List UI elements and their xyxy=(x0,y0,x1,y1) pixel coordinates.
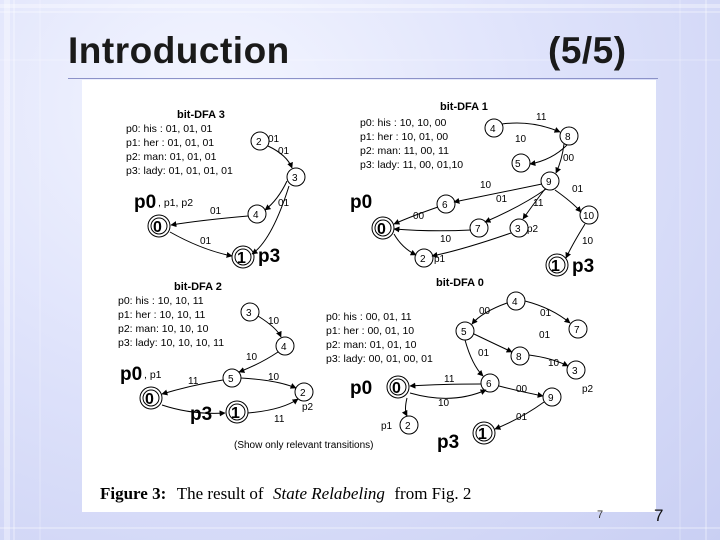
dfa2-end-label: p3 xyxy=(190,404,213,425)
dfa0-start-label: p0 xyxy=(350,378,373,399)
caption-label: Figure 3: xyxy=(100,484,167,503)
dfa1-state-1: 1 xyxy=(551,258,560,275)
dfa1-edge-4: 01 xyxy=(572,184,584,195)
dfa3-line-1: p1: her : 01, 01, 01 xyxy=(126,137,215,149)
dfa1-edge-2: 00 xyxy=(563,153,575,164)
dfa3-edge-3: 01 xyxy=(200,236,212,247)
dfa2-note: (Show only relevant transitions) xyxy=(234,440,374,451)
dfa1-edge-3: 10 xyxy=(480,180,492,191)
page-number-small: 7 xyxy=(597,509,604,521)
dfa3-end-label: p3 xyxy=(258,246,281,267)
dfa3-state-1: 1 xyxy=(237,250,246,267)
dfa2-line-3: p3: lady: 10, 10, 10, 11 xyxy=(118,337,225,349)
dfa3-line-0: p0: his : 01, 01, 01 xyxy=(126,123,213,135)
dfa1-edge-9: 10 xyxy=(440,234,452,245)
dfa1-state-0: 0 xyxy=(377,221,386,238)
dfa3-line-2: p2: man: 01, 01, 01 xyxy=(126,151,217,163)
dfa1-line-3: p3: lady: 11, 00, 01,10 xyxy=(360,159,464,171)
dfa0-line-0: p0: his : 00, 01, 11 xyxy=(326,311,412,323)
dfa1-state-2: 2 xyxy=(420,254,426,265)
dfa2-edge-5: 11 xyxy=(274,414,285,425)
figure-caption xyxy=(100,484,471,503)
dfa0-line-1: p1: her : 00, 01, 10 xyxy=(326,325,415,337)
dfa0-line-3: p3: lady: 00, 01, 00, 01 xyxy=(326,353,433,365)
dfa0-state-1: 1 xyxy=(478,426,487,443)
dfa1-state-8: 8 xyxy=(565,132,571,143)
dfa3-edge-2: 01 xyxy=(210,206,222,217)
dfa2-edge-2: 11 xyxy=(188,376,199,387)
dfa2-start-suffix: , p1 xyxy=(144,369,162,381)
dfa2-state-5: 5 xyxy=(228,374,234,385)
dfa1-state-4: 4 xyxy=(490,124,496,135)
state-relabeling-diagram xyxy=(82,80,656,512)
caption-italic: State Relabeling xyxy=(273,484,385,503)
dfa0-edge-2: 01 xyxy=(539,330,551,341)
dfa2-line-0: p0: his : 10, 10, 11 xyxy=(118,295,204,307)
bit-dfa-1 xyxy=(350,101,598,277)
dfa1-state-9: 9 xyxy=(546,177,552,188)
dfa1-edge-1: 10 xyxy=(515,134,527,145)
dfa0-edge-7: 10 xyxy=(438,398,450,409)
figure-panel xyxy=(82,80,656,512)
title-underline xyxy=(68,78,658,79)
dfa3-edge-4: 01 xyxy=(268,134,280,145)
dfa0-edge-3: 01 xyxy=(478,348,490,359)
dfa1-tag-p2: p2 xyxy=(527,224,539,235)
dfa2-edge-0: 10 xyxy=(268,316,280,327)
dfa0-edge-8: 01 xyxy=(516,412,528,423)
dfa0-state-6: 6 xyxy=(486,379,492,390)
dfa3-state-4: 4 xyxy=(253,210,259,221)
dfa0-state-2: 2 xyxy=(405,421,411,432)
dfa0-title: bit-DFA 0 xyxy=(436,277,484,289)
dfa1-line-0: p0: his : 10, 10, 00 xyxy=(360,117,447,129)
dfa1-edge-6: 11 xyxy=(533,198,544,209)
dfa1-end-label: p3 xyxy=(572,256,595,277)
dfa3-state-2: 2 xyxy=(256,137,262,148)
dfa1-state-10: 10 xyxy=(583,211,595,222)
dfa1-state-3: 3 xyxy=(515,224,521,235)
dfa1-edge-11: 10 xyxy=(582,236,594,247)
dfa2-title: bit-DFA 2 xyxy=(174,281,222,293)
dfa0-line-2: p2: man: 01, 01, 10 xyxy=(326,339,417,351)
dfa3-line-3: p3: lady: 01, 01, 01, 01 xyxy=(126,165,233,177)
dfa3-title: bit-DFA 3 xyxy=(177,109,225,121)
dfa0-state-8: 8 xyxy=(516,352,522,363)
dfa1-tag-p1: p1 xyxy=(434,254,446,265)
svg-text:Figure 3: The result of xyxy=(100,484,471,503)
dfa1-edge-5: 01 xyxy=(496,194,508,205)
dfa0-state-7: 7 xyxy=(574,325,580,336)
dfa2-edge-3: 10 xyxy=(268,372,280,383)
caption-pre: The result of xyxy=(176,484,264,503)
dfa1-state-6: 6 xyxy=(442,200,448,211)
dfa3-state-0: 0 xyxy=(153,219,162,236)
dfa1-line-1: p1: her : 10, 01, 00 xyxy=(360,131,449,143)
dfa0-state-3: 3 xyxy=(572,366,578,377)
dfa3-start-suffix: , p1, p2 xyxy=(158,197,194,209)
bit-dfa-3 xyxy=(126,109,305,268)
dfa3-edge-0: 01 xyxy=(278,146,290,157)
dfa0-edge-0: 00 xyxy=(479,306,491,317)
caption-post: from Fig. 2 xyxy=(394,484,472,503)
dfa2-edge-1: 10 xyxy=(246,352,258,363)
dfa1-edge-0: 11 xyxy=(536,112,547,123)
page-number: 7 xyxy=(654,506,664,525)
dfa3-start-label: p0 xyxy=(134,192,157,213)
dfa2-state-0: 0 xyxy=(145,391,154,408)
dfa3-state-3: 3 xyxy=(292,173,298,184)
dfa0-end-label: p3 xyxy=(437,432,460,453)
dfa0-state-5: 5 xyxy=(461,327,467,338)
dfa0-edge-4: 10 xyxy=(548,358,560,369)
dfa0-state-0: 0 xyxy=(392,380,401,397)
dfa2-state-2: 2 xyxy=(300,388,306,399)
dfa2-state-1: 1 xyxy=(231,405,240,422)
dfa2-line-2: p2: man: 10, 10, 10 xyxy=(118,323,209,335)
slide-title-part-number: (5/5) xyxy=(548,30,627,71)
slide-title: Introduction xyxy=(68,30,290,71)
dfa1-state-7: 7 xyxy=(475,224,481,235)
dfa1-start-label: p0 xyxy=(350,192,373,213)
bit-dfa-0 xyxy=(326,277,594,453)
dfa0-state-4: 4 xyxy=(512,297,518,308)
dfa0-state-9: 9 xyxy=(548,393,554,404)
dfa1-state-5: 5 xyxy=(515,159,521,170)
dfa1-edge-8: 00 xyxy=(413,211,425,222)
dfa2-start-label: p0 xyxy=(120,364,143,385)
dfa0-tag-p1: p1 xyxy=(381,421,393,432)
dfa0-tag-p2: p2 xyxy=(582,384,594,395)
dfa0-edge-1: 01 xyxy=(540,308,552,319)
dfa2-state-3: 3 xyxy=(246,308,252,319)
bit-dfa-2 xyxy=(118,281,374,451)
dfa3-edge-1: 01 xyxy=(278,198,290,209)
dfa2-line-1: p1: her : 10, 10, 11 xyxy=(118,309,206,321)
dfa2-state-4: 4 xyxy=(281,342,287,353)
dfa0-edge-6: 00 xyxy=(516,384,528,395)
dfa1-title: bit-DFA 1 xyxy=(440,101,488,113)
dfa1-line-2: p2: man: 11, 00, 11 xyxy=(360,145,449,157)
dfa0-edge-5: 11 xyxy=(444,374,455,385)
dfa2-tag-p2: p2 xyxy=(302,402,314,413)
